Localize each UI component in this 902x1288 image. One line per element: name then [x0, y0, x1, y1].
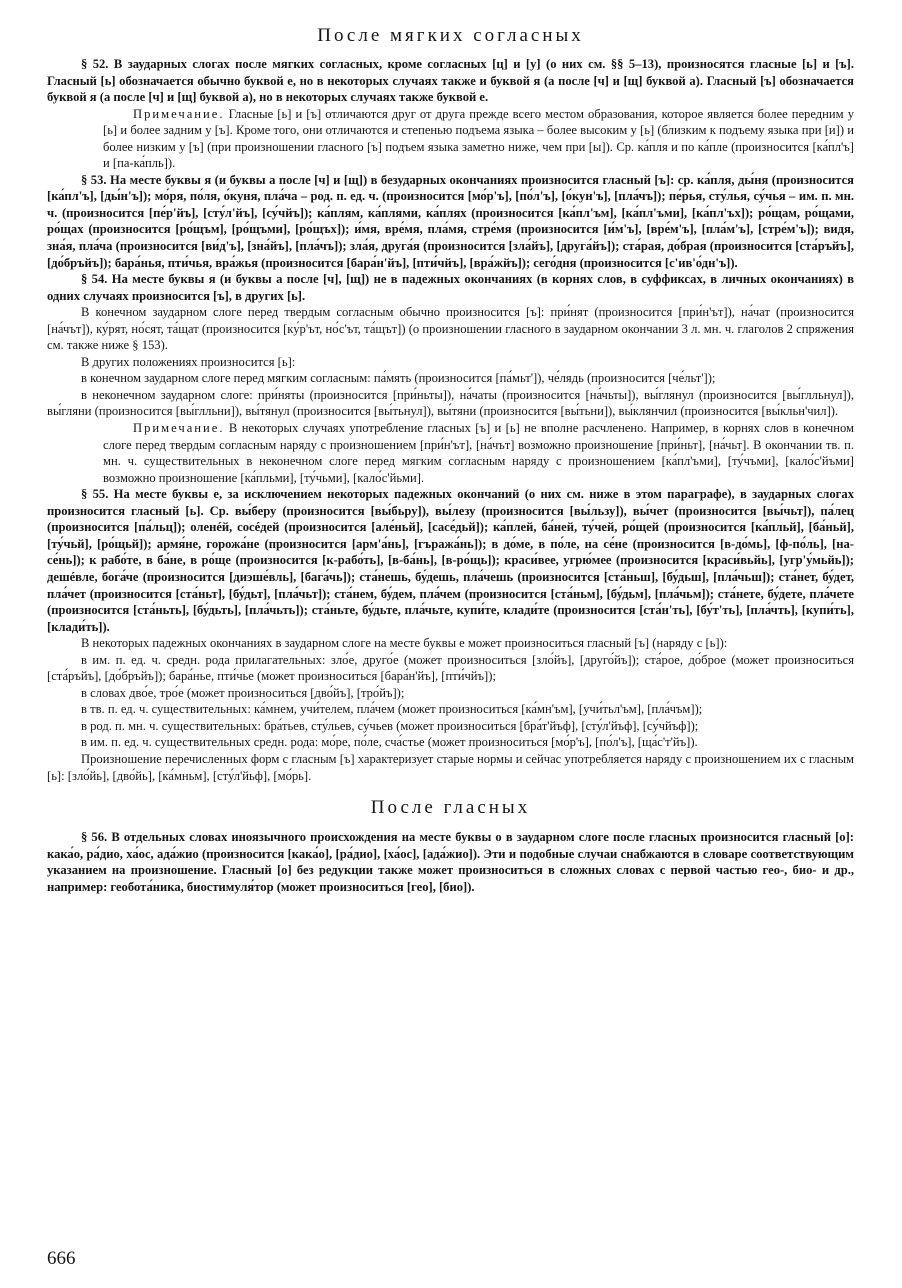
paragraph-55-instrumental: в тв. п. ед. ч. существительных: ка́мнем, учи́телем, пла́чем (может произноситься [ка́мн'ъм], [учи́тьл'ъм], [пла́чъм]);	[81, 702, 703, 717]
note-54	[47, 420, 854, 486]
paragraph-55-adjectives: в им. п. ед. ч. средн. рода прилагательных: зло́е, друго́е (может произноситься [зло́йъ], [друго́йъ]); ста́рое, до́брое (может произноситься [ста́ръйъ], [до́бръйъ]); бара́нье, пти́чье (может произноситься [бара́н'йъ], [пти́чйъ]);	[47, 652, 854, 684]
paragraph-55-genitive: в род. п. мн. ч. существительных: бра́тьев, сту́льев, су́чьев (может произноситься [бра́т'йъф], [сту́л'йъф], [су́чйъф]);	[81, 718, 699, 733]
note-52	[47, 106, 854, 172]
paragraph-54: § 54. На месте буквы я (и буквы а после [ч], [щ]) не в падежных окончаниях (в корнях слов, в суффиксах, в личных окончаниях) в одних случаях произносится [ъ], в других [ь].	[47, 272, 854, 303]
paragraph-52: § 52. В заударных слогах после мягких согласных, кроме согласных [ц] и [у] (о них см. §§ 5–13), произносятся гласные [ь] и [ъ]. Гласный [ь] обозначается обычно буквой е, но в некоторых случаях также и буквой я (а после [ч] и [щ] буквой а). Гласный [ъ] обозначается буквой я (а после [ч] и [щ] буквой а), но в некоторых случаях также буквой е.	[47, 57, 854, 105]
paragraph-54-final-syllable: В конечном заударном слоге перед твердым согласным обычно произносится [ъ]: при́нят (произносится [при́н'ът]), на́чат (произносится [на́чът]), ку́рят, но́сят, та́щат (произносится [ку́р'ът, но́с'ът, та́щът]) (о произношении гласного в заударном окончании 3 л. мн. ч. глаголов 2 спряжения см. также ниже § 153).	[47, 305, 854, 353]
paragraph-55-neuter: в им. п. ед. ч. существительных средн. рода: мо́ре, по́ле, сча́стье (может произноситься [мо́р'ъ], [по́л'ъ], [ща́с'т'йъ]).	[81, 735, 698, 750]
paragraph-56: § 56. В отдельных словах иноязычного происхождения на месте буквы о в заударном слоге после гласных произносится гласный [о]: кака́о, ра́дио, ха́ос, ада́жио (произносится [кака́о], [ра́дио], [ха́ос], [ада́жио]). Эти и подобные случаи снабжаются в словаре соответствующим указанием на произношение. Гласный [о] без редукции также может произноситься в сложных словах с первой частью гео-, био- и др., например: геобота́ника, биостимуля́тор (может произноситься [гео], [био]).	[47, 830, 854, 894]
paragraph-55-summary: Произношение перечисленных форм с гласным [ъ] характеризует старые нормы и сейчас употребляется наряду с произношением их с гласным [ь]: [зло́йь], [дво́йь], [ка́мньм], [сту́л'йьф], [мо́рь].	[47, 751, 854, 783]
paragraph-55: § 55. На месте буквы е, за исключением некоторых падежных окончаний (о них см. ниже в этом параграфе), в заударных слогах произносится гласный [ь]. Ср. вы́беру (произносится [вы́бьру]), вы́лезу (произносится [вы́льзу]), вы́чет (произносится [вы́чьт]), па́лец (произносится [па́льц]); оленéй, сосéдей (произносится [але́ньй], [сасе́дьй]); ка́плей, ба́ней, ту́чей, ро́щей (произносится [ка́пльй], [ба́ньй], [ту́чьй], [ро́щьй]); армя́не, горожа́не (произносится [арм'а́нь], [гъража́нь]); в до́ме, в по́ле, на се́не (произносится [в-до́мь], [ф-по́ль], [на-се́нь]); к рабо́те, в ба́не, в ро́ще (произносится [к-рабо́ть], [в-ба́нь], [в-ро́щь]); краси́вее, угрю́мее (произносится [краси́вьйь], [угр'у́мьйь]); дешéвле, бога́че (произносится [диэше́вль], [бага́чь]); ста́нешь, бу́дешь, пла́чешь (произносится [ста́ньш], [бу́дьш], [пла́чьш]); ста́нет, бу́дет, пла́чет (произносится [ста́ньт], [бу́дьт], [пла́чьт]); ста́нем, бу́дем, пла́чем (произносится [ста́ньм], [бу́дьм], [пла́чьм]); ста́нете, бу́дете, пла́чете (произносится [ста́ньть], [бу́дьть], [пла́чьть]); ста́ньте, бу́дьте, пла́чьте, купи́те, клади́те (произносится [ста́н'ть], [бу́т'ть], [пла́чть], [купи́ть], [клади́ть]).	[47, 487, 854, 634]
paragraph-55-case-endings: В некоторых падежных окончаниях в заударном слоге на месте буквы е может произноситься гласный [ъ] (наряду с [ь]):	[81, 636, 728, 651]
section-heading-soft-consonants: После мягких согласных	[317, 25, 584, 46]
paragraph-54-other: В других положениях произносится [ь]:	[81, 354, 296, 369]
section-heading-after-vowels: После гласных	[370, 797, 531, 819]
paragraph-53: § 53. На месте буквы я (и буквы а после [ч] и [щ]) в безударных окончаниях произносится гласный [ъ]: ср. ка́пля, ды́ня (произносится [ка́пл'ъ], [ды́н'ъ]); мо́ря, по́ля, о́куня, пла́ча – род. п. ед. ч. (произносится [мо́р'ъ], [по́л'ъ], [о́кун'ъ], [пла́чъ]); пе́рья, сту́лья, су́чья – им. п. мн. ч. (произносится [пе́р'йъ], [сту́л'йъ], [су́чйъ]); ка́плям, ка́плями, ка́плях (произносится [ка́пл'ъм], [ка́пл'ъми], [ка́пл'ъх]); ро́щам, ро́щами, ро́щах (произносится [ро́щъм], [ро́щъми], [ро́щъх]); и́мя, вре́мя, пла́мя, стре́мя (произносится [и́м'ъ], [вре́м'ъ], [пла́м'ъ], [стре́м'ъ]); видя, зна́я, пла́ча (произносится [ви́д'ъ], [зна́йъ], [пла́чъ]); зла́я, друга́я (произносится [зла́йъ], [друга́йъ]); ста́рая, до́брая (произносится [ста́ръйъ], [до́бръйъ]); бара́нья, пти́чья, вра́жья (произносится [бара́н'йъ], [пти́чйъ], [вра́жйъ]); сего́дня (произносится [с'ив'о́дн'ъ]).	[47, 172, 854, 270]
paragraph-54-soft-consonant: в конечном заударном слоге перед мягким согласным: па́мять (произносится [па́мьт']), че́лядь (произносится [че́льт']);	[81, 371, 716, 386]
note-text: В некоторых случаях употребление гласных [ъ] и [ь] не вполне расчленено. Например, в корнях слов в конечном слоге перед твердым согласным наряду с произношением [при́н'ът], [на́чът] возможно произношение [при́ньт], [на́чьт]. В окончании тв. п. мн. ч. существительных в неконечном слоге перед мягким согласным наряду с произношением [ка́пл'ъми], [ту́чъми], [кало́с'йъми] возможно произношение [ка́пльми], [ту́чьми], [кало́с'йьми].	[103, 421, 854, 485]
paragraph-54-nonfinal: в неконечном заударном слоге: при́няты (произносится [при́ньты]), на́чаты (произносится [на́чьты]), вы́глянул (произносится [вы́глльнул]), вы́гляни (произносится [вы́глльни]), вы́тянул (произносится [вы́тьнул]), вы́тяни (произносится [вы́тьни]), вы́клянчил (произносится [вы́кльн'чил]).	[47, 387, 854, 419]
note-label: Примечание.	[133, 106, 225, 121]
page-number: 666	[47, 1248, 76, 1269]
note-text: Гласные [ь] и [ъ] отличаются друг от друга прежде всего местом образования, которое является более передним у [ь] и более задним у [ъ]. Кроме того, они отличаются и степенью подъема языка – более высоким у [ь] (близким к подъему языка при [и]) и более низким у [ъ] (при произношении гласного [ъ] подъем языка заметно ниже, чем при [ы]). Ср. ка́пля и по ка́пле (произносится [ка́пл'ъ] и [па-ка́пль]).	[103, 106, 854, 171]
paragraph-55-dvoe: в словах дво́е, тро́е (может произноситься [дво́йъ], [тро́йъ]);	[81, 685, 405, 700]
note-label: Примечание.	[133, 421, 225, 436]
